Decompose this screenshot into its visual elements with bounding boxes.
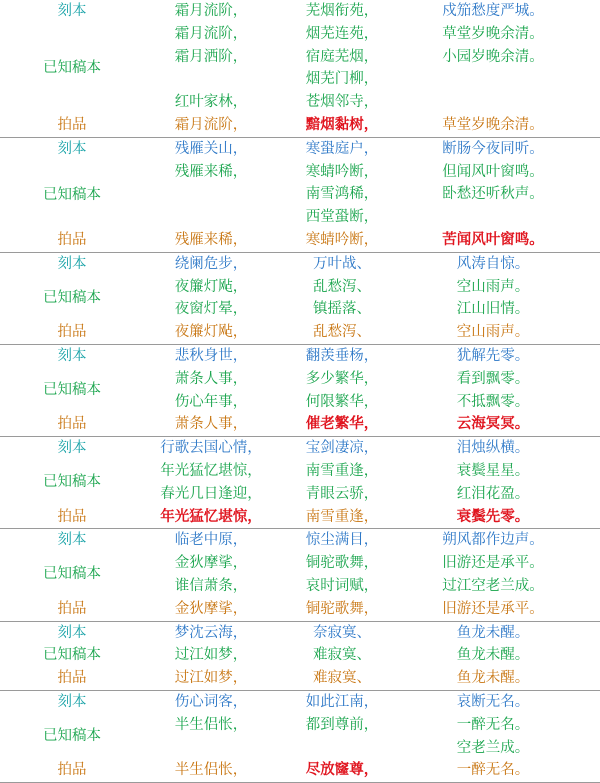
- table-row: [0, 691, 600, 714]
- verse-cell: 残雁来稀，: [174, 163, 248, 180]
- verse-cell: 过江如梦，: [174, 647, 248, 664]
- verse-cell: 断肠今夜同听。: [442, 140, 544, 157]
- version-label: 刻本: [57, 255, 87, 272]
- verse-cell: [290, 737, 394, 760]
- verse-cell: 萧条人事，: [174, 370, 248, 387]
- table-row: [0, 253, 600, 276]
- verse-cell: [418, 68, 568, 91]
- verse-cell: 春光几日逢迎，: [160, 485, 262, 502]
- verse-cell: 奈寂寞、: [313, 624, 371, 641]
- verse-cell: 南雪重逢，: [305, 508, 379, 525]
- verse-cell: 霜月流阶，: [174, 116, 248, 133]
- table-row: [0, 321, 600, 344]
- table-row: [0, 114, 600, 137]
- version-label: 刻本: [57, 140, 87, 157]
- verse-cell: 年光猛忆堪惊，: [160, 462, 262, 479]
- table-row: [0, 0, 600, 23]
- version-label: 拍品: [57, 508, 87, 525]
- verse-cell: 宝剑凄凉，: [305, 440, 379, 457]
- table-row: [0, 229, 600, 252]
- verse-cell: 镇摇落、: [313, 301, 371, 318]
- verse-cell: 小园岁晚余清。: [442, 48, 544, 65]
- verse-cell: 尽放窿尊，: [305, 761, 379, 779]
- version-label: 刻本: [57, 440, 87, 457]
- version-label: 拍品: [57, 116, 87, 133]
- version-label: 拍品: [57, 670, 87, 687]
- table-row: [0, 667, 600, 690]
- verse-cell: 金狄摩挲，: [174, 555, 248, 572]
- verse-cell: 空山雨声。: [456, 324, 530, 341]
- verse-cell: 草堂岁晚余清。: [442, 25, 544, 42]
- verse-cell: 鱼龙未醒。: [456, 624, 530, 641]
- verse-cell: 青眼云骄，: [305, 485, 379, 502]
- table-row: [0, 644, 600, 667]
- verse-cell: 草堂岁晚余清。: [442, 116, 544, 133]
- verse-cell: 霜月流阶，: [174, 3, 248, 19]
- verse-cell: 鱼龙未醒。: [456, 670, 530, 687]
- verse-cell: 年光猛忆堪惊，: [160, 507, 262, 525]
- verse-cell: 黯烟黏树，: [305, 115, 379, 133]
- verse-cell: [152, 68, 270, 91]
- table-row: [0, 529, 600, 552]
- verse-cell: 乱愁泻、: [313, 278, 371, 295]
- table-row: [0, 622, 600, 645]
- version-label: 刻本: [57, 3, 87, 19]
- verse-cell: 哀断无名。: [456, 693, 530, 710]
- table-row: [0, 437, 600, 460]
- verse-cell: 催老繁华，: [305, 415, 379, 433]
- verse-cell: 苍烟邻寺，: [305, 94, 379, 111]
- verse-cell: 梦沈云海，: [174, 624, 248, 641]
- verse-cell: 如此江南，: [305, 693, 379, 710]
- verse-cell: 残雁来稀，: [174, 231, 248, 248]
- verse-cell: 看到飘零。: [456, 370, 530, 387]
- verse-cell: 伤心年事，: [174, 393, 248, 410]
- verse-cell: 半生侣怅，: [174, 716, 248, 733]
- verse-cell: 残雁关山，: [174, 140, 248, 157]
- version-label: 拍品: [57, 416, 87, 433]
- verse-cell: 苦闻风叶窗鸣。: [442, 230, 544, 248]
- verse-cell: 过江如梦，: [174, 670, 248, 687]
- verse-cell: 谁信萧条，: [174, 577, 248, 594]
- verse-cell: 朔风都作边声。: [442, 532, 544, 549]
- verse-cell: 都到尊前，: [305, 716, 379, 733]
- verse-cell: [152, 183, 270, 206]
- table-row: [0, 759, 600, 782]
- verse-cell: 何限繁华，: [305, 393, 379, 410]
- verse-cell: 寒蜻吟断，: [305, 163, 379, 180]
- verse-cell: 萧条人事，: [174, 416, 248, 433]
- verse-cell: [418, 206, 568, 229]
- verse-cell: 一醉无名。: [456, 762, 530, 779]
- manuscript-label: 已知稿本: [43, 566, 101, 583]
- verse-cell: 烟芜门柳，: [305, 71, 379, 88]
- text-section: [0, 138, 600, 253]
- verse-cell: 伤心词客，: [174, 693, 248, 710]
- manuscript-label: 已知稿本: [43, 727, 101, 744]
- verse-cell: 江山旧情。: [456, 301, 530, 318]
- verse-cell: 空老兰成。: [456, 739, 530, 756]
- verse-cell: 行歌去国心情，: [160, 440, 262, 457]
- table-row: [0, 138, 600, 161]
- verse-cell: 万叶战、: [313, 255, 371, 272]
- text-section: [0, 253, 600, 345]
- manuscript-label: 已知稿本: [43, 289, 101, 306]
- verse-cell: 半生侣怅，: [174, 762, 248, 779]
- manuscript-label: 已知稿本: [43, 381, 101, 398]
- verse-cell: 寒蛩庭户，: [305, 140, 379, 157]
- manuscript-label: 已知稿本: [43, 473, 101, 490]
- verse-cell: 乱愁泻、: [313, 324, 371, 341]
- verse-cell: 不抵飘零。: [456, 393, 530, 410]
- verse-cell: 难寂寞、: [313, 670, 371, 687]
- text-section: [0, 691, 600, 783]
- version-label: 刻本: [57, 532, 87, 549]
- verse-cell: 夜窗灯晕，: [174, 301, 248, 318]
- verse-cell: 旧游还是承平。: [442, 600, 544, 617]
- verse-cell: 衰鬓星星。: [456, 462, 530, 479]
- verse-cell: [152, 206, 270, 229]
- verse-cell: 戍笳愁度严城。: [442, 3, 544, 19]
- verse-cell: 鱼龙未醒。: [456, 647, 530, 664]
- verse-cell: 霜月洒阶，: [174, 48, 248, 65]
- table-row: [0, 598, 600, 621]
- verse-cell: 悲秋身世，: [174, 347, 248, 364]
- verse-cell: 南雪重逢，: [305, 462, 379, 479]
- text-section: [0, 622, 600, 691]
- verse-cell: [152, 737, 270, 760]
- version-label: 已知稿本: [43, 647, 101, 664]
- verse-cell: 寒蜻吟断，: [305, 231, 379, 248]
- verse-cell: 卧愁还听秋声。: [442, 186, 544, 203]
- text-section: [0, 437, 600, 529]
- verse-cell: 宿庭芜烟，: [305, 48, 379, 65]
- verse-cell: 临老中原，: [174, 532, 248, 549]
- verse-cell: 烟芜连苑，: [305, 25, 379, 42]
- verse-cell: 霜月流阶，: [174, 25, 248, 42]
- verse-cell: 旧游还是承平。: [442, 555, 544, 572]
- version-label: 刻本: [57, 693, 87, 710]
- verse-cell: 云海冥冥。: [456, 415, 530, 433]
- verse-cell: 红叶家林，: [174, 94, 248, 111]
- verse-cell: 惊尘满目，: [305, 532, 379, 549]
- verse-cell: 犹解先零。: [456, 347, 530, 364]
- verse-cell: 翻羡垂杨，: [305, 347, 379, 364]
- verse-cell: 空山雨声。: [456, 278, 530, 295]
- verse-cell: 难寂寞、: [313, 647, 371, 664]
- version-label: 拍品: [57, 324, 87, 341]
- verse-cell: 金狄摩挲，: [174, 600, 248, 617]
- verse-cell: 风涛自惊。: [456, 255, 530, 272]
- version-label: 刻本: [57, 347, 87, 364]
- verse-cell: 西堂蛩断，: [305, 209, 379, 226]
- table-row: [0, 413, 600, 436]
- verse-cell: 过江空老兰成。: [442, 577, 544, 594]
- verse-cell: 铜驼歌舞，: [305, 600, 379, 617]
- verse-cell: 南雪鸿稀，: [305, 186, 379, 203]
- text-section: [0, 345, 600, 437]
- verse-cell: 衰鬓先零。: [456, 507, 530, 525]
- verse-cell: [418, 91, 568, 114]
- verse-cell: 铜驼歌舞，: [305, 555, 379, 572]
- verse-cell: 多少繁华，: [305, 370, 379, 387]
- verse-cell: 一醉无名。: [456, 716, 530, 733]
- manuscript-label: 已知稿本: [43, 186, 101, 203]
- version-label: 刻本: [57, 624, 87, 641]
- verse-cell: 泪烛纵横。: [456, 440, 530, 457]
- table-row: [0, 506, 600, 529]
- text-section: [0, 529, 600, 621]
- version-label: 拍品: [57, 231, 87, 248]
- manuscript-label: 已知稿本: [43, 59, 101, 76]
- version-label: 拍品: [57, 600, 87, 617]
- verse-cell: 芜烟衔苑，: [305, 3, 379, 19]
- table-row: [0, 345, 600, 368]
- version-label: 拍品: [57, 762, 87, 779]
- text-section: [0, 0, 600, 138]
- verse-cell: 夜簾灯飐，: [174, 324, 248, 341]
- verse-cell: 绕阑危步，: [174, 255, 248, 272]
- verse-cell: 红泪花盈。: [456, 485, 530, 502]
- verse-cell: 但闻风叶窗鸣。: [442, 163, 544, 180]
- verse-cell: 哀时词赋，: [305, 577, 379, 594]
- verse-cell: 夜簾灯飐，: [174, 278, 248, 295]
